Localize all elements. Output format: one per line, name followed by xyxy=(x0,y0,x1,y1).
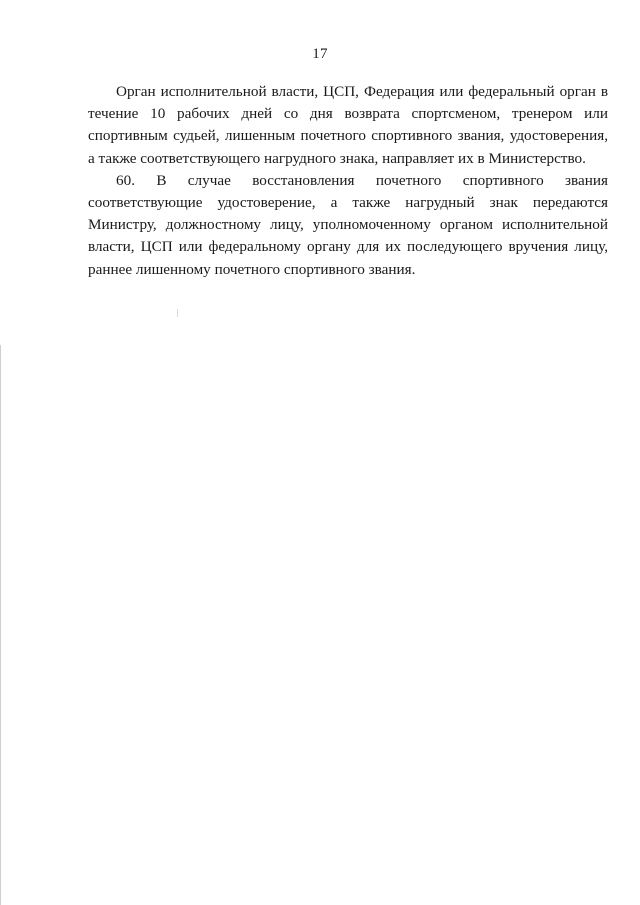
scan-left-edge xyxy=(0,345,1,905)
paragraph-return-of-certificate: Орган исполнительной власти, ЦСП, Федерация или федеральный орган в течение 10 рабочих дней со дня возврата спортсменом, тренером или спортивным судьей, лишенным почетного спортивного звания, удостоверения, а также соответствующего нагрудного знака, направляет их в Министерство. xyxy=(88,83,608,167)
paragraph-60-restoration: 60. В случае восстановления почетного спортивного звания соответствующие удостоверение, а также нагрудный знак передаются Министру, должностному лицу, уполномоченному органом исполнительной власти, ЦСП или федеральному органу для их последующего вручения лицу, раннее лишенному почетного спортивного звания. xyxy=(88,171,608,278)
document-body xyxy=(88,81,608,281)
scan-speck xyxy=(177,309,178,317)
page-number: 17 xyxy=(312,46,328,62)
